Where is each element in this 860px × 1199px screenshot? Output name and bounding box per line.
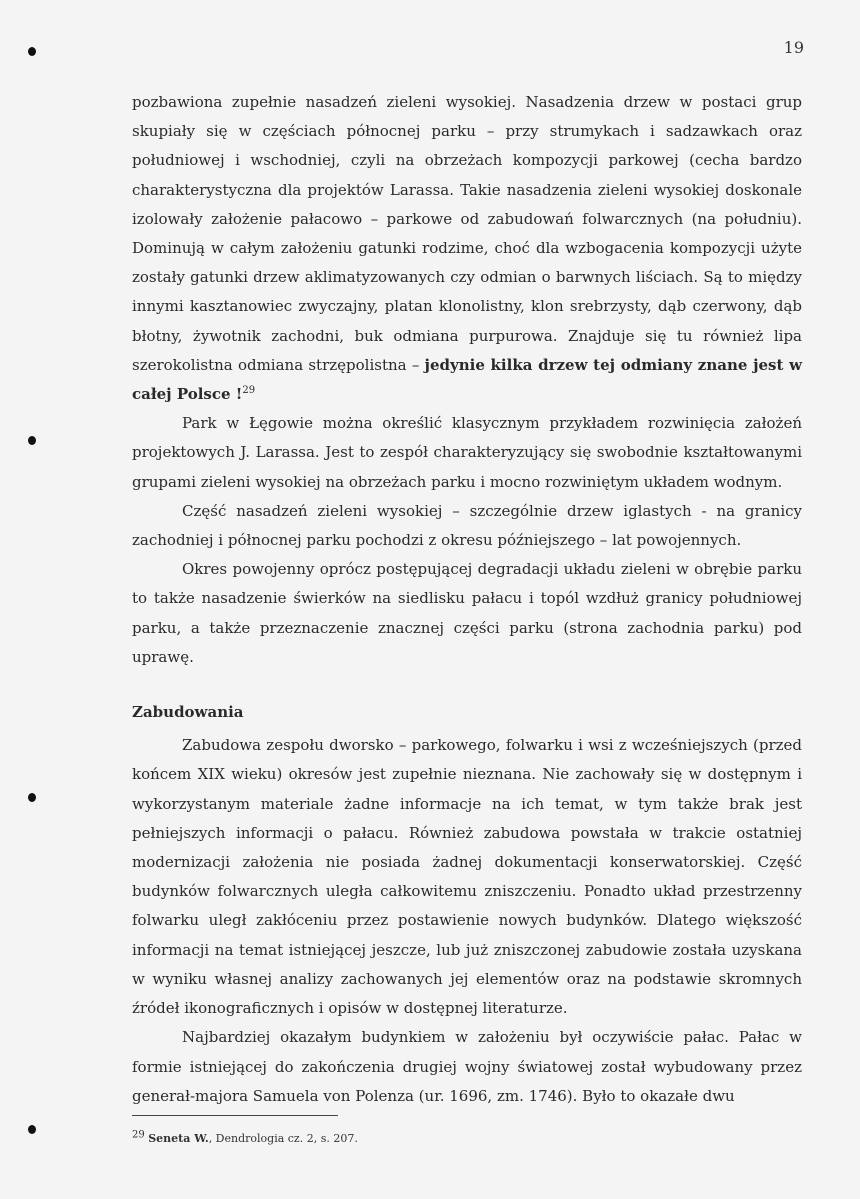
body-text xyxy=(132,88,802,1111)
footnote-separator xyxy=(132,1115,338,1116)
paragraph: Część nasadzeń zieleni wysokiej – szczególnie drzew iglastych - na granicy zachodniej i północnej parku pochodzi z okresu późniejszego – lat powojennych. xyxy=(132,501,802,550)
paragraph: Najbardziej okazałym budynkiem w założeniu był oczywiście pałac. Pałac w formie istniejącej do zakończenia drugiej wojny światowej został wybudowany przez generał-majora Samuela von Polenza (ur. 1696, zm. 1746). Było to okazałe dwu xyxy=(132,1028,802,1105)
paragraph: Zabudowa zespołu dworsko – parkowego, folwarku i wsi z wcześniejszych (przed końcem XIX wieku) okresów jest zupełnie nieznana. Nie zachowały się w dostępnym i wykorzystanym materiale żadne informacje na ich temat, w tym także brak jest pełniejszych informacji o pałacu. Również zabudowa powstała w trakcie ostatniej modernizacji założenia nie posiada żadnej dokumentacji konserwatorskiej. Część budynków folwarcznych uległa całkowitemu zniszczeniu. Ponadto układ przestrzenny folwarku uległ zakłóceniu przez postawienie nowych budynków. Dlatego większość informacji na temat istniejącej jeszcze, lub już zniszczonej zabudowie została uzyskana w wyniku własnej analizy zachowanych jej elementów oraz na podstawie skromnych źródeł ikonograficznych i opisów w dostępnej literaturze. xyxy=(132,736,802,1018)
binding-hole-mark xyxy=(28,1125,36,1134)
footnote-number: 29 xyxy=(132,1129,145,1141)
footnote-citation: , Dendrologia cz. 2, s. 207. xyxy=(208,1132,358,1145)
footnote-reference: 29 xyxy=(242,385,256,397)
paragraph: Park w Łęgowie można określić klasycznym przykładem rozwinięcia założeń projektowych J. Larassa. Jest to zespół charakteryzujący się swobodnie kształtowanymi grupami zieleni wysokiej na obrzeżach parku i mocno rozwiniętym układem wodnym. xyxy=(132,414,802,491)
binding-hole-mark xyxy=(28,436,36,445)
paragraph xyxy=(132,88,802,409)
binding-hole-mark xyxy=(28,47,36,56)
binding-hole-mark xyxy=(28,793,36,802)
footnote xyxy=(132,1129,358,1145)
footnote-author: Seneta W. xyxy=(148,1132,209,1145)
section-heading: Zabudowania xyxy=(132,703,244,722)
page-number: 19 xyxy=(783,38,804,57)
emphasis-text: jedynie kilka drzew tej odmiany znane jest w całej Polsce ! xyxy=(132,355,803,404)
paragraph: Okres powojenny oprócz postępującej degradacji układu zieleni w obrębie parku to także nasadzenie świerków na siedlisku pałacu i topól wzdłuż granicy południowej parku, a także przeznaczenie znacznej części parku (strona zachodnia parku) pod uprawę. xyxy=(132,560,802,666)
paragraph-text: pozbawiona zupełnie nasadzeń zieleni wysokiej. Nasadzenia drzew w postaci grup skupiały się w częściach północnej parku – przy strumykach i sadzawkach oraz południowej i wschodniej, czyli na obrzeżach kompozycji parkowej (cecha bardzo charakterystyczna dla projektów Larassa. Takie nasadzenia zieleni wysokiej doskonale izolowały założenie pałacowo – parkowe od zabudowań folwarcznych (na południu). Dominują w całym założeniu gatunki rodzime, choć dla wzbogacenia kompozycji użyte zostały gatunki drzew aklimatyzowanych czy odmian o barwnych liściach. Są to między innymi kasztanowiec zwyczajny, platan klonolistny, klon srebrzysty, dąb czerwony, dąb błotny, żywotnik zachodni, buk odmiana purpurowa. Znajduje się tu również lipa szerokolistna odmiana strzępolistna – xyxy=(132,93,802,374)
